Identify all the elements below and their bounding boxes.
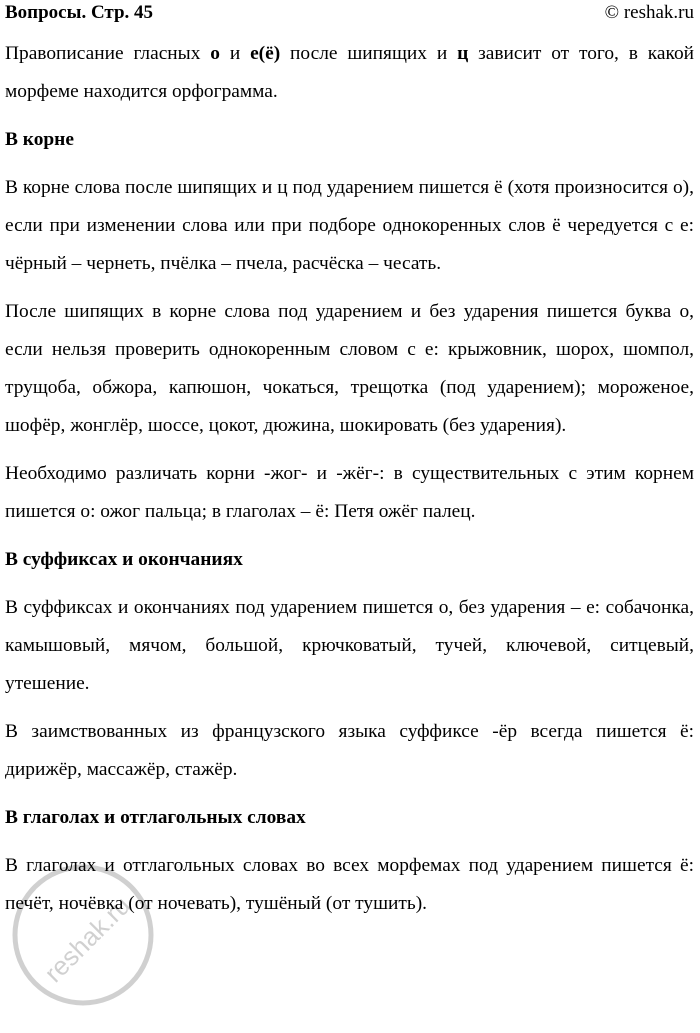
suffix-paragraph-2: В заимствованных из французского языка суффиксе -ёр всегда пишется ё: дирижёр, массажёр, стажёр. — [5, 721, 694, 780]
verb-paragraph-1: В глаголах и отглагольных словах во всех морфемах под ударением пишется ё: печёт, ночёвка (от ночевать), тушёный (от тушить). — [5, 855, 694, 914]
intro-paragraph — [5, 35, 694, 111]
intro-text-4: зависит от того, в какой морфеме находится орфограмма. — [5, 43, 695, 102]
root-paragraph-1: В корне слова после шипящих и ц под ударением пишется ё (хотя произносится о), если при изменении слова или при подборе однокоренных слов ё чередуется с е: чёрный – чернеть, пчёлка – пчела, расчёска – чесать. — [5, 177, 694, 274]
intro-text-1: Правописание гласных — [5, 43, 211, 64]
root-paragraph-2: После шипящих в корне слова под ударением и без ударения пишется буква о, если нельзя проверить однокоренным словом с е: крыжовник, шорох, шомпол, трущоба, обжора, капюшон, чокаться, трещотка (под ударением); мороженое, шофёр, жонглёр, шоссе, цокот, дюжина, шокировать (без ударения). — [5, 301, 694, 436]
section-heading-root: В корне — [5, 129, 74, 150]
page-header — [5, 0, 694, 26]
intro-letter-e: е(ё) — [250, 43, 281, 64]
page-title: Вопросы. Стр. 45 — [5, 2, 154, 23]
root-paragraph-3: Необходимо различать корни -жог- и -жёг-: в существительных с этим корнем пишется о: ожог пальца; в глаголах – ё: Петя ожёг палец. — [5, 463, 694, 522]
source-credit: © reshak.ru — [604, 2, 694, 23]
svg-text:reshak.ru: reshak.ru — [38, 890, 137, 989]
section-heading-suffixes: В суффиксах и окончаниях — [5, 549, 243, 570]
suffix-paragraph-1: В суффиксах и окончаниях под ударением пишется о, без ударения – е: собачонка, камышовый, мячом, большой, крючковатый, тучей, ключевой, ситцевый, утешение. — [5, 597, 694, 694]
intro-text-3: после шипящих и — [280, 43, 458, 64]
intro-letter-o: о — [210, 43, 220, 64]
section-heading-verbs: В глаголах и отглагольных словах — [5, 807, 306, 828]
intro-text-2: и — [219, 43, 251, 64]
intro-letter-ts: ц — [457, 43, 469, 64]
